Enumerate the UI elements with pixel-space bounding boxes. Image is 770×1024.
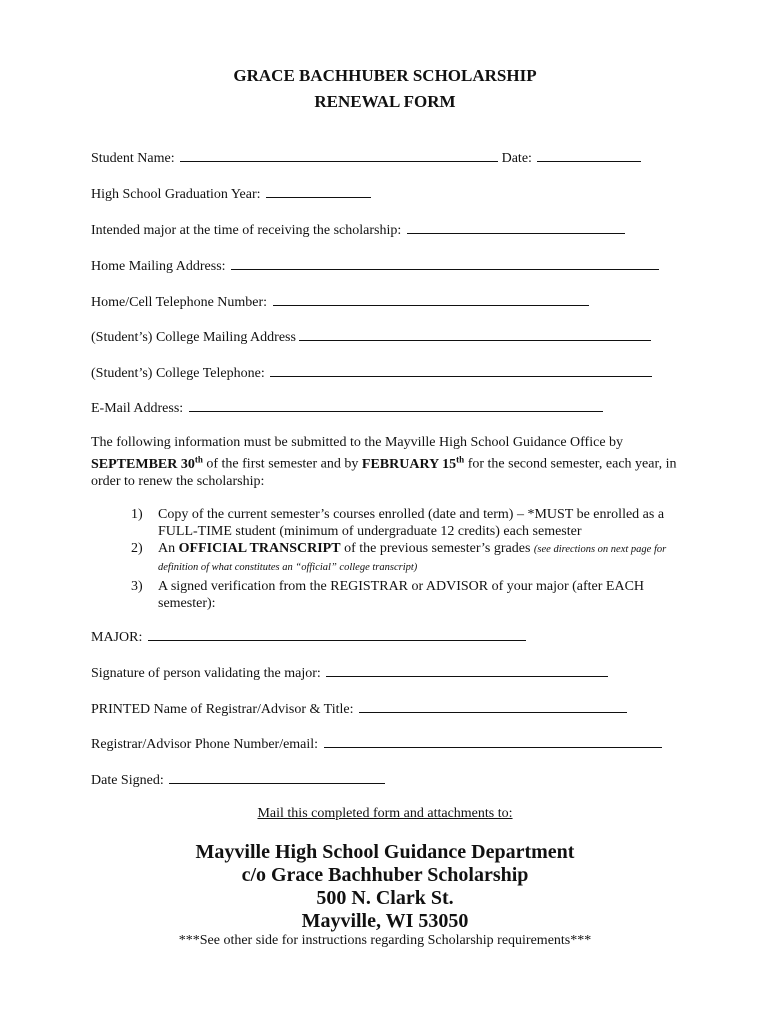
student-name-field[interactable] xyxy=(180,149,498,162)
date-signed-row xyxy=(91,771,385,789)
college-address-row xyxy=(91,328,651,346)
september-deadline: SEPTEMBER 30th xyxy=(91,454,203,472)
date-signed-label: Date Signed: xyxy=(91,773,164,788)
printed-name-label: PRINTED Name of Registrar/Advisor & Title: xyxy=(91,702,354,717)
home-address-row xyxy=(91,257,659,275)
home-phone-row xyxy=(91,293,589,311)
email-row xyxy=(91,399,603,417)
february-deadline: FEBRUARY 15th xyxy=(361,454,465,472)
email-label: E-Mail Address: xyxy=(91,401,184,416)
home-address-label: Home Mailing Address: xyxy=(91,259,226,274)
instructions-text-3: for the second semester, each year, in order to renew the scholarship: xyxy=(91,456,677,489)
advisor-phone-label: Registrar/Advisor Phone Number/email: xyxy=(91,737,319,752)
form-title-line2: RENEWAL FORM xyxy=(314,92,456,111)
graduation-year-row xyxy=(91,185,371,203)
intended-major-label: Intended major at the time of receiving the scholarship: xyxy=(91,223,402,238)
home-phone-field[interactable] xyxy=(273,293,589,306)
instructions-text-1: The following information must be submitted to the Mayville High School Guidance Office by xyxy=(91,435,624,450)
email-field[interactable] xyxy=(189,399,603,412)
date-signed-field[interactable] xyxy=(169,771,385,784)
college-phone-label: (Student’s) College Telephone: xyxy=(91,366,265,381)
requirements-list xyxy=(131,506,691,612)
mailing-address-line1: Mayville High School Guidance Department xyxy=(195,841,575,863)
printed-name-row xyxy=(91,700,627,718)
graduation-year-label: High School Graduation Year: xyxy=(91,187,261,202)
printed-name-field[interactable] xyxy=(359,700,627,713)
home-phone-label: Home/Cell Telephone Number: xyxy=(91,295,268,310)
mail-instruction: Mail this completed form and attachments to: xyxy=(257,806,513,821)
student-name-row xyxy=(91,149,641,167)
signature-row xyxy=(91,664,608,682)
major-row xyxy=(91,628,526,646)
list-item: 1) Copy of the current semester’s courses enrolled (date and term) – *MUST be enrolled as a FULL-TIME student (minimum of undergraduate 12 credits) each semester xyxy=(131,507,665,539)
college-address-field[interactable] xyxy=(299,328,651,341)
college-phone-field[interactable] xyxy=(270,364,652,377)
college-phone-row xyxy=(91,364,652,382)
date-field[interactable] xyxy=(537,149,641,162)
advisor-phone-row xyxy=(91,735,662,753)
list-item: 2) An OFFICIAL TRANSCRIPT of the previous semester’s grades (see directions on next page for definition of what constitutes an “official” college transcript) xyxy=(131,541,667,573)
list-item: 3) A signed verification from the REGISTRAR or ADVISOR of your major (after EACH semester): xyxy=(131,579,645,611)
student-name-label: Student Name: xyxy=(91,151,175,166)
footer-note: ***See other side for instructions regarding Scholarship requirements*** xyxy=(178,933,592,948)
signature-field[interactable] xyxy=(326,664,608,677)
major-field[interactable] xyxy=(148,628,526,641)
college-address-label: (Student’s) College Mailing Address xyxy=(91,330,296,345)
instructions-paragraph xyxy=(91,434,691,490)
form-title-line1: GRACE BACHHUBER SCHOLARSHIP xyxy=(233,66,537,85)
advisor-phone-field[interactable] xyxy=(324,735,662,748)
instructions-text-2: of the first semester and by xyxy=(202,456,362,472)
home-address-field[interactable] xyxy=(231,257,659,270)
mailing-address-line4: Mayville, WI 53050 xyxy=(301,910,469,932)
intended-major-row xyxy=(91,221,625,239)
major-label: MAJOR: xyxy=(91,630,143,645)
signature-label: Signature of person validating the major: xyxy=(91,666,321,681)
mailing-address-line3: 500 N. Clark St. xyxy=(316,887,454,909)
mailing-address-line2: c/o Grace Bachhuber Scholarship xyxy=(241,864,529,886)
graduation-year-field[interactable] xyxy=(266,185,371,198)
date-label: Date: xyxy=(501,151,532,166)
intended-major-field[interactable] xyxy=(407,221,625,234)
